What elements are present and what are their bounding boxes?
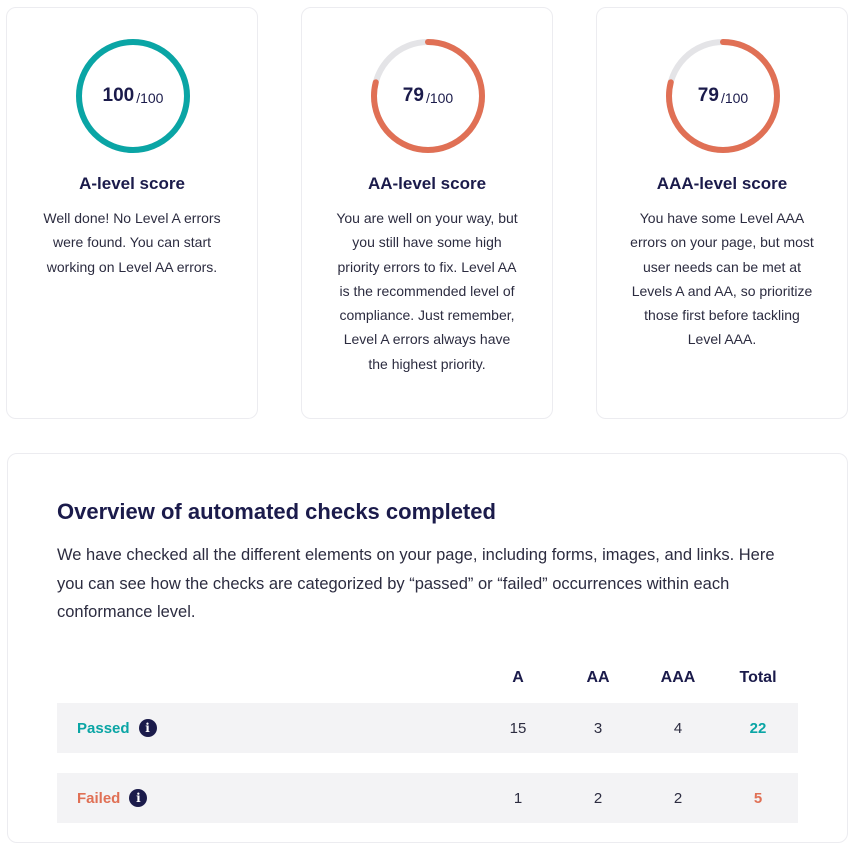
cell-aa: 3 bbox=[593, 719, 603, 737]
aa-level-card bbox=[301, 7, 553, 419]
column-header-aaa: AAA bbox=[660, 669, 696, 686]
table-row-failed bbox=[57, 773, 798, 823]
score-value: 100 bbox=[102, 85, 135, 106]
cell-aa: 2 bbox=[593, 789, 603, 807]
description-line: errors on your page, but most bbox=[630, 234, 814, 251]
aaa-level-score-gauge bbox=[665, 38, 781, 154]
description-line: those first before tackling bbox=[644, 307, 800, 324]
table-row-passed bbox=[57, 703, 798, 753]
row-label bbox=[77, 773, 147, 823]
a-level-score-gauge bbox=[75, 38, 191, 154]
description-line: You have some Level AAA bbox=[639, 210, 805, 226]
description-line: We have checked all the different elements on your page, including forms, images, and links. Here bbox=[57, 546, 775, 564]
overview-description bbox=[57, 541, 797, 627]
description-line: were found. You can start bbox=[53, 234, 211, 251]
cell-total: 22 bbox=[749, 719, 767, 737]
description-line: user needs can be met at bbox=[643, 258, 801, 275]
row-label bbox=[77, 703, 157, 753]
score-value: 79 bbox=[402, 85, 424, 106]
row-label-text: Passed bbox=[77, 719, 130, 737]
cell-a: 1 bbox=[513, 789, 523, 807]
description-line: you still have some high bbox=[352, 234, 502, 251]
description-line: working on Level AA errors. bbox=[46, 258, 218, 275]
card-title: AAA-level score bbox=[656, 174, 788, 193]
info-icon[interactable]: i bbox=[129, 789, 147, 807]
score-max: /100 bbox=[136, 89, 164, 106]
card-description bbox=[615, 206, 830, 352]
card-title: A-level score bbox=[79, 174, 185, 193]
description-line: Well done! No Level A errors bbox=[43, 210, 221, 226]
description-line: Levels A and AA, so prioritize bbox=[631, 282, 813, 299]
column-header-a: A bbox=[512, 669, 524, 686]
description-line: You are well on your way, but bbox=[336, 210, 518, 226]
aaa-level-card bbox=[596, 7, 848, 419]
column-header-total: Total bbox=[739, 669, 777, 686]
description-line: conformance level. bbox=[57, 603, 196, 622]
card-description bbox=[322, 206, 532, 376]
cell-a: 15 bbox=[509, 719, 527, 737]
description-line: is the recommended level of bbox=[339, 282, 515, 299]
score-max: /100 bbox=[720, 89, 749, 106]
aa-level-score-gauge bbox=[370, 38, 486, 154]
column-header-aa: AA bbox=[586, 669, 610, 686]
description-line: Level AAA. bbox=[687, 331, 757, 348]
cell-aaa: 4 bbox=[673, 719, 683, 737]
description-line: you can see how the checks are categorized by “passed” or “failed” occurrences within each bbox=[57, 574, 730, 593]
description-line: Level A errors always have bbox=[343, 331, 511, 348]
score-max: /100 bbox=[425, 89, 454, 106]
score-value: 79 bbox=[697, 85, 719, 106]
cell-total: 5 bbox=[753, 789, 763, 807]
description-line: priority errors to fix. Level AA bbox=[337, 258, 517, 275]
description-line: compliance. Just remember, bbox=[339, 307, 515, 324]
description-line: the highest priority. bbox=[368, 355, 486, 372]
info-icon[interactable]: i bbox=[139, 719, 157, 737]
cell-aaa: 2 bbox=[673, 789, 683, 807]
overview-title: Overview of automated checks completed bbox=[57, 499, 496, 524]
card-description bbox=[32, 206, 232, 279]
row-label-text: Failed bbox=[77, 789, 121, 807]
a-level-card bbox=[6, 7, 258, 419]
card-title: AA-level score bbox=[367, 174, 487, 193]
